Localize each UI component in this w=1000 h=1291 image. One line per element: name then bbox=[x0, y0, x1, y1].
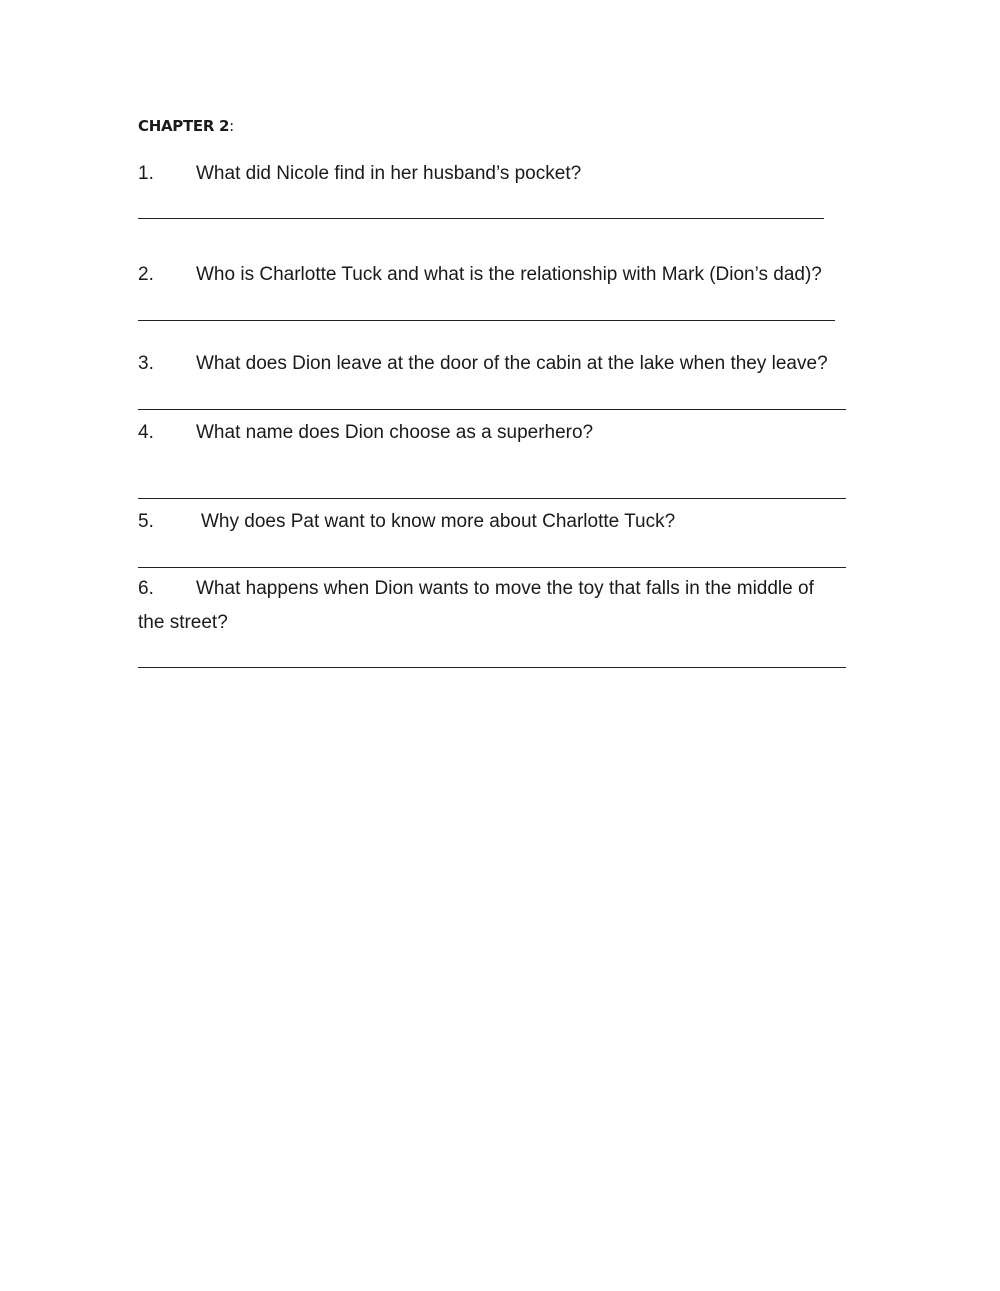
question-number: 2. bbox=[138, 264, 154, 285]
question-text: Why does Pat want to know more about Charlotte Tuck? bbox=[201, 511, 676, 532]
answer-line-6[interactable] bbox=[138, 667, 846, 668]
chapter-heading bbox=[138, 117, 234, 135]
answer-line-2[interactable] bbox=[138, 320, 835, 321]
chapter-title: CHAPTER 2 bbox=[138, 117, 230, 135]
question-6-continuation: the street? bbox=[138, 612, 228, 633]
question-number: 1. bbox=[138, 163, 154, 184]
question-number: 3. bbox=[138, 353, 154, 374]
answer-line-4[interactable] bbox=[138, 498, 846, 499]
question-text: What happens when Dion wants to move the toy that falls in the middle of bbox=[196, 578, 814, 599]
question-2 bbox=[138, 258, 822, 292]
question-text: What does Dion leave at the door of the cabin at the lake when they leave? bbox=[196, 353, 828, 374]
question-4 bbox=[138, 416, 593, 450]
question-text: What name does Dion choose as a superhero? bbox=[196, 422, 594, 443]
question-text: What did Nicole find in her husband’s pocket? bbox=[196, 163, 582, 184]
question-number: 5. bbox=[138, 511, 154, 532]
answer-line-1[interactable] bbox=[138, 218, 824, 219]
question-text: Who is Charlotte Tuck and what is the relationship with Mark (Dion’s dad)? bbox=[196, 264, 822, 285]
answer-line-5[interactable] bbox=[138, 567, 846, 568]
question-number: 4. bbox=[138, 422, 154, 443]
question-number: 6. bbox=[138, 578, 154, 599]
question-1 bbox=[138, 157, 581, 191]
question-3 bbox=[138, 347, 828, 381]
chapter-title-colon: : bbox=[229, 117, 234, 135]
question-5 bbox=[138, 505, 675, 539]
answer-line-3[interactable] bbox=[138, 409, 846, 410]
question-6 bbox=[138, 572, 814, 606]
